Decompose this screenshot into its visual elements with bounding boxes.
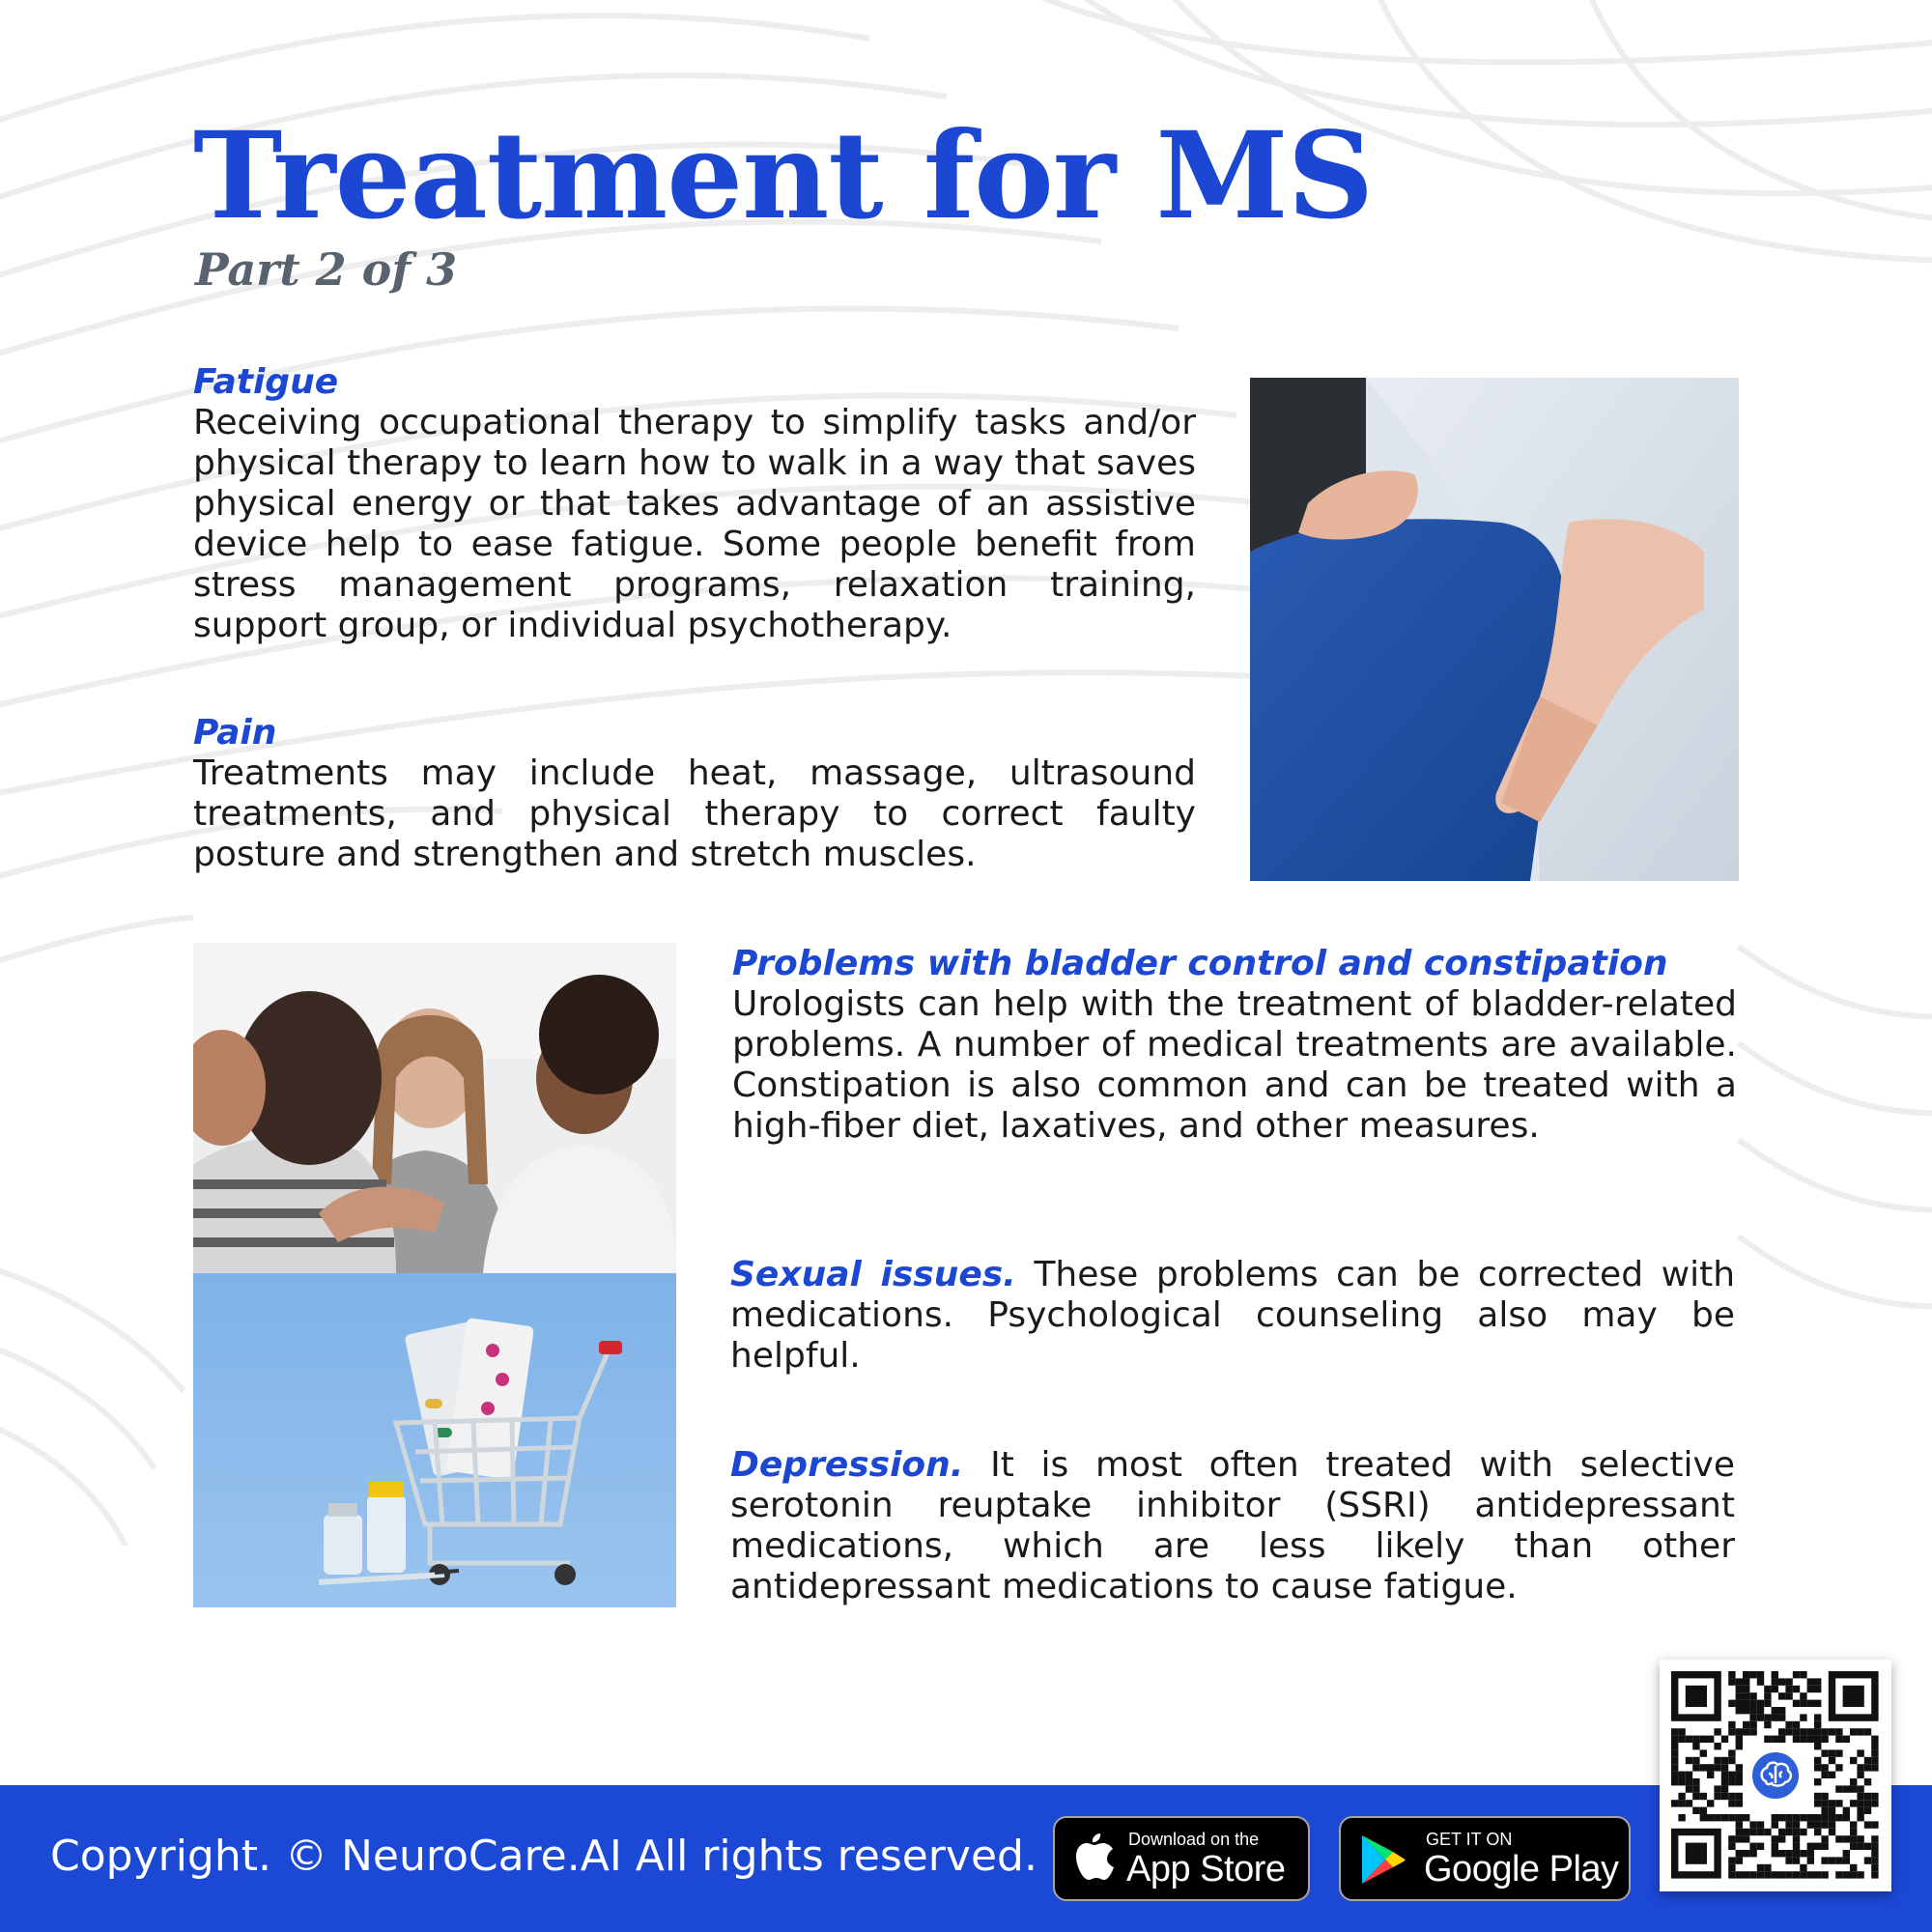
bladder-body: Urologists can help with the treatment of bladder-related problems. A number of medical treatments are available. Constipation is also common and can be treated with a high-fiber diet, laxatives, and other measures. [732, 984, 1737, 1146]
section-pain [193, 713, 1196, 875]
app-store-button[interactable] [1053, 1816, 1310, 1901]
brain-logo-icon [1748, 1748, 1803, 1803]
copyright-text: Copyright. © NeuroCare.AI All rights reserved. [50, 1832, 1037, 1881]
google-play-icon [1358, 1833, 1406, 1890]
app-store-big-label: App Store [1126, 1849, 1286, 1889]
depression-paragraph [730, 1445, 1735, 1607]
app-store-small-label: Download on the [1128, 1830, 1260, 1849]
section-sexual-issues [730, 1255, 1735, 1377]
sexual-issues-heading: Sexual issues. [730, 1255, 1016, 1294]
bladder-heading: Problems with bladder control and constipation [732, 944, 1668, 983]
page-title: Treatment for MS [193, 106, 1374, 246]
medication-cart-photo [193, 1273, 676, 1607]
group-therapy-photo [193, 943, 676, 1273]
section-fatigue [193, 362, 1196, 646]
sexual-issues-paragraph [730, 1255, 1735, 1377]
apple-icon [1072, 1832, 1115, 1889]
fatigue-body: Receiving occupational therapy to simplify tasks and/or physical therapy to learn how to walk in a way that saves physical energy or that takes advantage of an assistive device help to ease fatigue. Some people benefit from stress management programs, relaxation training, support group, or individual psychotherapy. [193, 403, 1196, 645]
section-bladder [732, 944, 1737, 1147]
physiotherapy-photo [1250, 378, 1739, 881]
depression-body: It is most often treated with selective serotonin reuptake inhibitor (SSRI) antidepressant medications, which are less likely than other antidepressant medications to cause fatigue. [730, 1445, 1735, 1606]
section-depression [730, 1445, 1735, 1607]
footer-bar [0, 1785, 1932, 1932]
depression-heading: Depression. [730, 1445, 964, 1485]
pain-body: Treatments may include heat, massage, ultrasound treatments, and physical therapy to correct faulty posture and strengthen and stretch muscles. [193, 753, 1196, 874]
google-play-small-label: GET IT ON [1426, 1830, 1513, 1849]
google-play-button[interactable] [1339, 1816, 1631, 1901]
sexual-issues-body: These problems can be corrected with medications. Psychological counseling also may be helpful. [730, 1255, 1736, 1376]
pain-heading: Pain [193, 713, 277, 753]
google-play-big-label: Google Play [1424, 1849, 1619, 1889]
qr-code[interactable] [1660, 1660, 1891, 1891]
page-subtitle: Part 2 of 3 [195, 243, 458, 296]
fatigue-heading: Fatigue [193, 362, 339, 402]
